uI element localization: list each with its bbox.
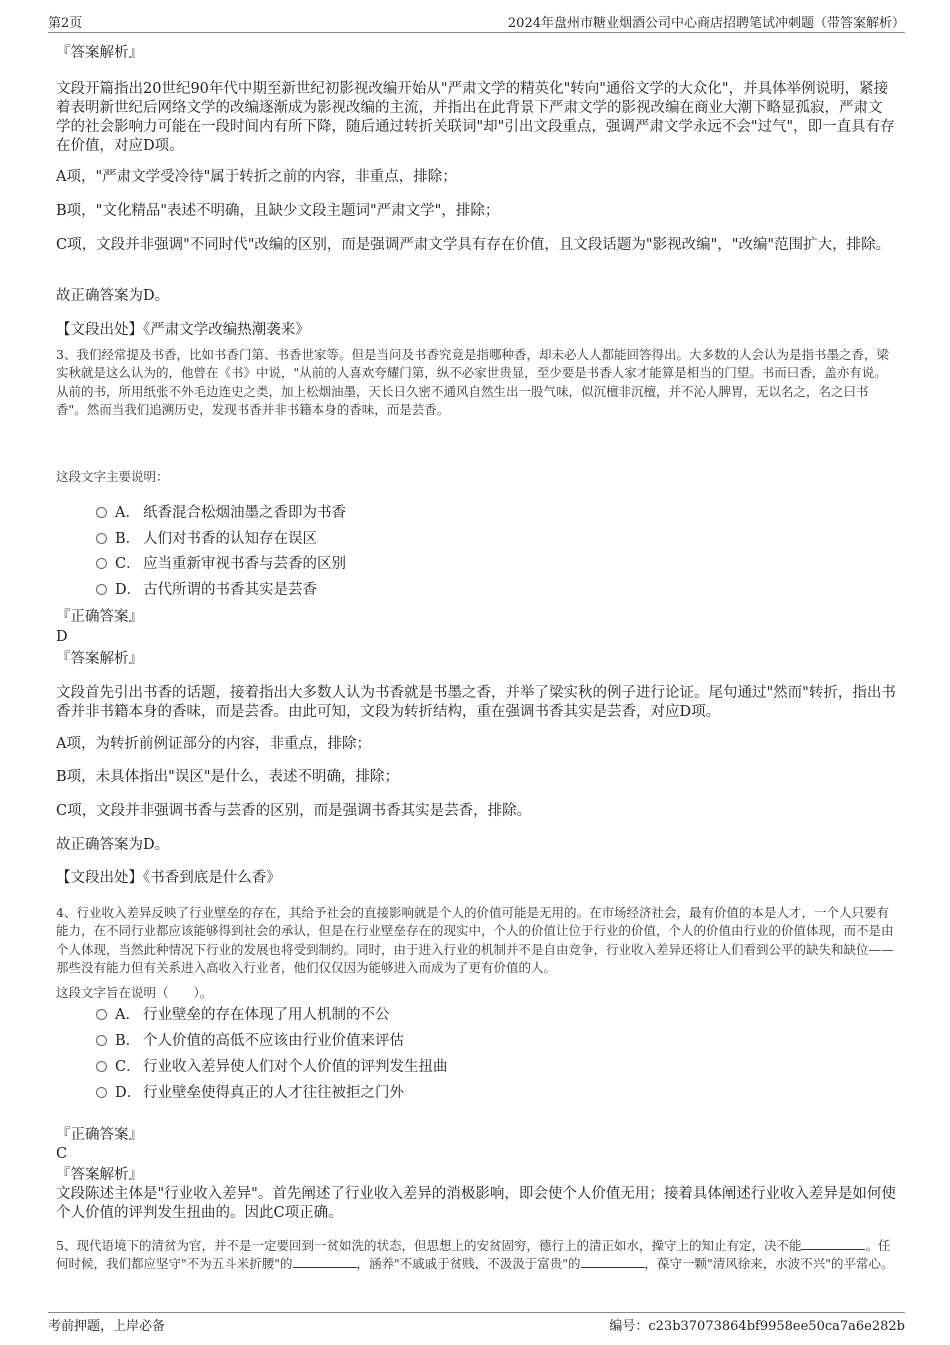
q2-option-c-analysis: C项，文段并非强调"不同时代"改编的区别，而是强调严肃文学具有存在价值，且文段话题为"影视改编"，"改编"范围扩大，排除。 [56,237,891,253]
q3-answer-label: 『正确答案』 [56,609,143,625]
q2-option-a-analysis: A项，"严肃文学受冷待"属于转折之前的内容，非重点，排除； [56,169,457,185]
q4-stem: 4、行业收入差异反映了行业壁垒的存在，其给予社会的直接影响就是个人的价值可能是无用的。在市场经济社会，最有价值的本是人才，一个人只要有能力，在不同行业都应该能够得到社会的承认，但是在行业壁垒存在的现实中，个人的价值让位于行业的价值，个人的价值由行业的价值体现，而不是由个人体现，当然此种情况下行业的发展也将受到制约。同时，由于进入行业的机制并不是自由竞争，行业收入差异还将让人们看到公平的缺失和缺位——那些没有能力但有关系进入高收入行业者，他们仅仅因为能够进入而成为了更有价值的人。 [56,905,894,975]
q3-option-d[interactable]: D． 古代所谓的书香其实是芸香 [96,580,317,600]
q3-option-c-analysis: C项，文段并非强调书香与芸香的区别，而是强调书香其实是芸香，排除。 [56,803,532,819]
q4-analysis-label: 『答案解析』 [56,1167,143,1183]
q4-answer: C [56,1146,68,1162]
q3-stem: 3、我们经常提及书香，比如书香门第、书香世家等。但是当问及书香究竟是指哪种香，却未必人人都能回答得出。大多数的人会认为是指书墨之香，梁实秋就是这么认为的，他曾在《书》中说，"从前的人喜欢夸耀门第，纵不必家世贵显，至少要是书香人家才能算是相当的门望。书而曰香，盖亦有说。从前的书，所用纸张不外毛边连史之类，加上松烟油墨，天长日久密不通风自然生出一股气味，似沉檀非沉檀，并不沁人脾胃，无以名之，名之曰书香"。然而当我们追溯历史，发现书香并非书籍本身的香味，而是芸香。 [56,347,889,417]
q2-option-b-analysis: B项，"文化精品"表述不明确，且缺少文段主题词"严肃文学"，排除； [56,203,500,219]
q3-option-a-analysis: A项，为转折前例证部分的内容，非重点，排除； [56,736,371,752]
radio-icon[interactable] [96,558,107,569]
radio-icon[interactable] [96,1061,107,1072]
q2-analysis-text: 文段开篇指出20世纪90年代中期至新世纪初影视改编开始从"严肃文学的精英化"转向"通俗文学的大众化"，并具体举例说明，紧接着表明新世纪后网络文学的改编逐渐成为影视改编的主流，并指出在此背景下严肃文学的影视改编在商业大潮下略显孤寂，严肃文学的社会影响力可能在一段时间内有所下降，随后通过转折关联词"却"引出文段重点，强调严肃文学永远不会"过气"，即一直具有存在价值，对应D项。 [56,81,895,154]
page-header [48,10,905,33]
radio-icon[interactable] [96,1035,107,1046]
q3-conclusion: 故正确答案为D。 [56,837,170,853]
document-code: 编号：c23b37073864bf9958ee50ca7a6e282b [609,1319,905,1334]
footer-slogan: 考前押题，上岸必备 [48,1319,166,1334]
radio-icon[interactable] [96,584,107,595]
q4-analysis-text: 文段陈述主体是"行业收入差异"。首先阐述了行业收入差异的消极影响，即会使个人价值无用；接着具体阐述行业收入差异是如何使个人价值的评判发生扭曲的。因此C项正确。 [56,1186,896,1221]
q2-analysis-label: 『答案解析』 [56,45,143,61]
q4-option-c[interactable]: C． 行业收入差异使人们对个人价值的评判发生扭曲 [96,1057,448,1077]
q3-analysis-text: 文段首先引出书香的话题，接着指出大多数人认为书香就是书墨之香，并举了梁实秋的例子进行论证。尾句通过"然而"转折，指出书香并非书籍本身的香味，而是芸香。由此可知，文段为转折结构，重在强调书香其实是芸香，对应D项。 [56,685,896,720]
q3-source: 【文段出处】《书香到底是什么香》 [56,870,281,886]
q3-analysis-label: 『答案解析』 [56,651,143,667]
q3-option-a[interactable]: A． 纸香混合松烟油墨之香即为书香 [96,503,346,523]
q4-answer-label: 『正确答案』 [56,1127,143,1143]
q4-option-d[interactable]: D． 行业壁垒使得真正的人才往往被拒之门外 [96,1083,404,1103]
page-number: 第2页 [48,16,83,31]
page-footer [48,1312,905,1335]
q3-prompt: 这段文字主要说明： [56,469,169,484]
q4-option-a[interactable]: A． 行业壁垒的存在体现了用人机制的不公 [96,1005,390,1025]
q2-source: 【文段出处】《严肃文学改编热潮袭来》 [56,322,310,338]
q4-option-b[interactable]: B． 个人价值的高低不应该由行业价值来评估 [96,1031,404,1051]
radio-icon[interactable] [96,533,107,544]
radio-icon[interactable] [96,507,107,518]
q3-answer: D [56,629,68,645]
q5-stem: 5、现代语境下的清贫为官，并不是一定要回到一贫如洗的状态，但思想上的安贫固穷，德行上的清正如水，操守上的知止有定，决不能 。任何时候，我们都应坚守"不为五斗米折腰"的 ，涵养"不戚戚于贫贱，不汲汲于富贵"的 ，葆守一颗"清风徐来，水波不兴"的平常心。 [56,1238,894,1272]
fill-blank-3[interactable] [581,1267,645,1268]
q2-conclusion: 故正确答案为D。 [56,288,170,304]
fill-blank-1[interactable] [801,1249,865,1250]
q3-option-b[interactable]: B． 人们对书香的认知存在误区 [96,529,317,549]
q3-option-b-analysis: B项，未具体指出"误区"是什么，表述不明确，排除； [56,769,399,785]
document-title: 2024年盘州市糖业烟酒公司中心商店招聘笔试冲刺题（带答案解析） [507,16,905,31]
fill-blank-2[interactable] [293,1267,357,1268]
radio-icon[interactable] [96,1009,107,1020]
q4-prompt: 这段文字旨在说明（ ）。 [56,985,213,1000]
q3-option-c[interactable]: C． 应当重新审视书香与芸香的区别 [96,554,346,574]
radio-icon[interactable] [96,1087,107,1098]
